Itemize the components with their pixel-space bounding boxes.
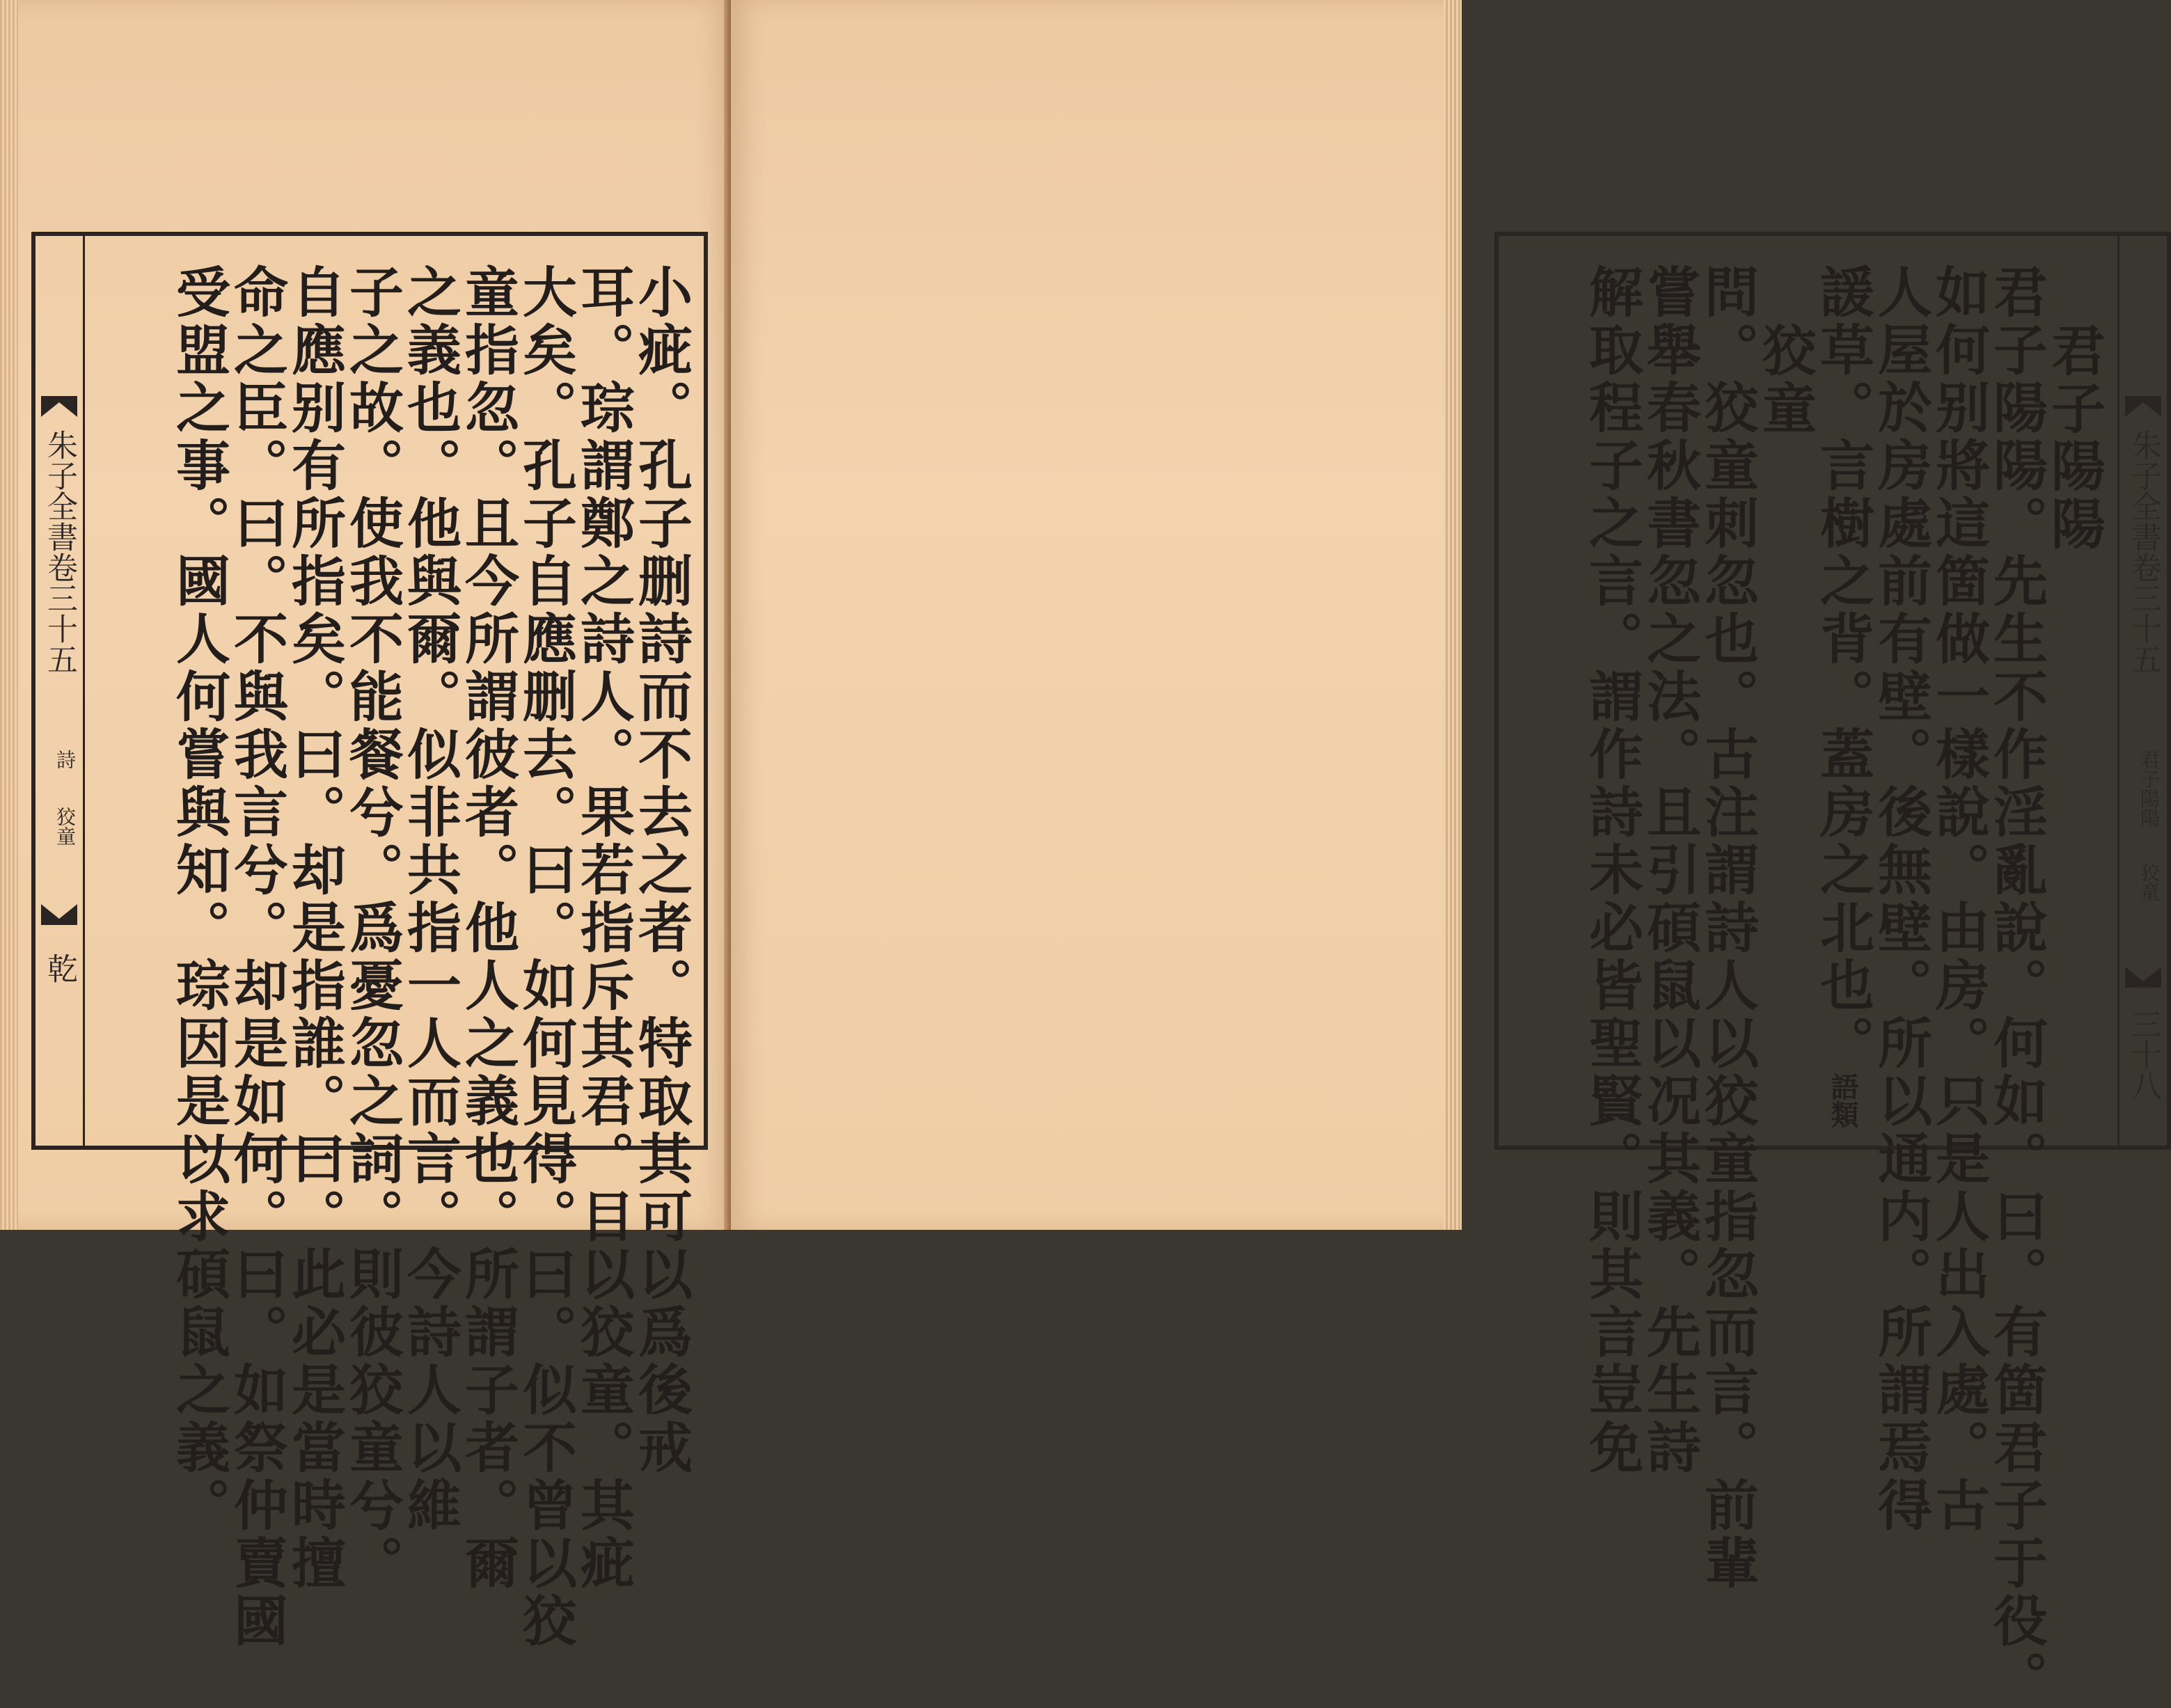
source-note: 語類 [1826,1073,1859,1128]
text-column: 耳。琮謂鄭之詩人。果若指斥其君。目以狡童。其疵 [571,264,635,1592]
text-column: 命之臣。曰。不與我言兮。却是如何。曰。如祭仲賣國 [225,264,288,1650]
text-column: 如何别將這箇做一樣說。由房。只是人出入處。古 [1927,264,1990,1535]
banxin-subsection: 狡童 [54,807,77,846]
banxin-subsection: 狡童 [2138,862,2161,901]
text-column: 之義也。他與爾。似非共指一人而言。今詩人以維 [398,264,461,1535]
fish-tail-top [41,396,77,417]
fore-edge-right [1444,0,1462,1230]
section-title: 君子陽陽 [2042,322,2106,553]
text-column-main: 諼草。言樹之背。蓋房之北也。 [1811,264,1874,1073]
text-column: 自應别有所指矣。曰。却是指誰。曰。此必是當時擅 [283,264,346,1592]
left-text-block [167,264,693,1650]
text-column [1811,264,1874,1128]
left-page-frame [31,232,708,1650]
text-column: 子之故。使我不能餐兮。爲憂忽之詞。則彼狡童兮。 [340,264,404,1592]
text-column: 童指忽。且今所謂彼者。他人之義也。所謂子者。爾 [456,264,519,1592]
banxin-section: 詩 [54,750,77,769]
text-column: 受盟之事。國人何嘗與知。琮因是以求碩鼠之義。 [167,264,230,1535]
banxin-folio-number: 三十八 [2126,1009,2161,1100]
fish-tail-top [2125,396,2161,417]
text-column: 解取程子之言。謂作詩未必皆聖賢。則其言豈免 [1580,264,1643,1477]
banxin-book-title: 朱子全書卷三十五 [2126,429,2161,674]
right-page-frame [1494,232,2171,1708]
right-text-block [1580,264,2106,1708]
text-column: 小疵。孔子删詩而不去之者。特取其可以爲後戒 [629,264,693,1477]
banxin-rule [83,236,85,1146]
left-banxin [35,236,83,1146]
right-banxin [2119,236,2167,1146]
fish-tail-bottom [41,904,77,925]
left-page [0,0,731,1650]
section-title: 狡童 [1753,322,1817,438]
fish-tail-bottom [2125,967,2161,988]
text-column: 大矣。孔子自應删去。曰。如何見得。曰。似不曾以狡 [514,264,577,1650]
fore-edge-left [0,0,18,1230]
text-column: 問。狡童刺忽也。古注謂詩人以狡童指忽而言。前輩 [1696,264,1759,1592]
right-page [731,0,2161,1708]
text-column: 君子陽陽。先生不作淫亂說。何如。曰。有箇君子于役。 [1984,264,2048,1708]
banxin-section: 君子陽陽 [2138,750,2161,828]
banxin-bottom-char: 乾 [42,953,77,983]
banxin-book-title: 朱子全書卷三十五 [42,429,77,674]
text-column: 人屋於房處前有壁。後無壁。所以通内。所謂焉得 [1869,264,1932,1535]
text-column: 嘗舉春秋書忽之法。且引碩鼠以况其義。先生詩 [1638,264,1701,1477]
